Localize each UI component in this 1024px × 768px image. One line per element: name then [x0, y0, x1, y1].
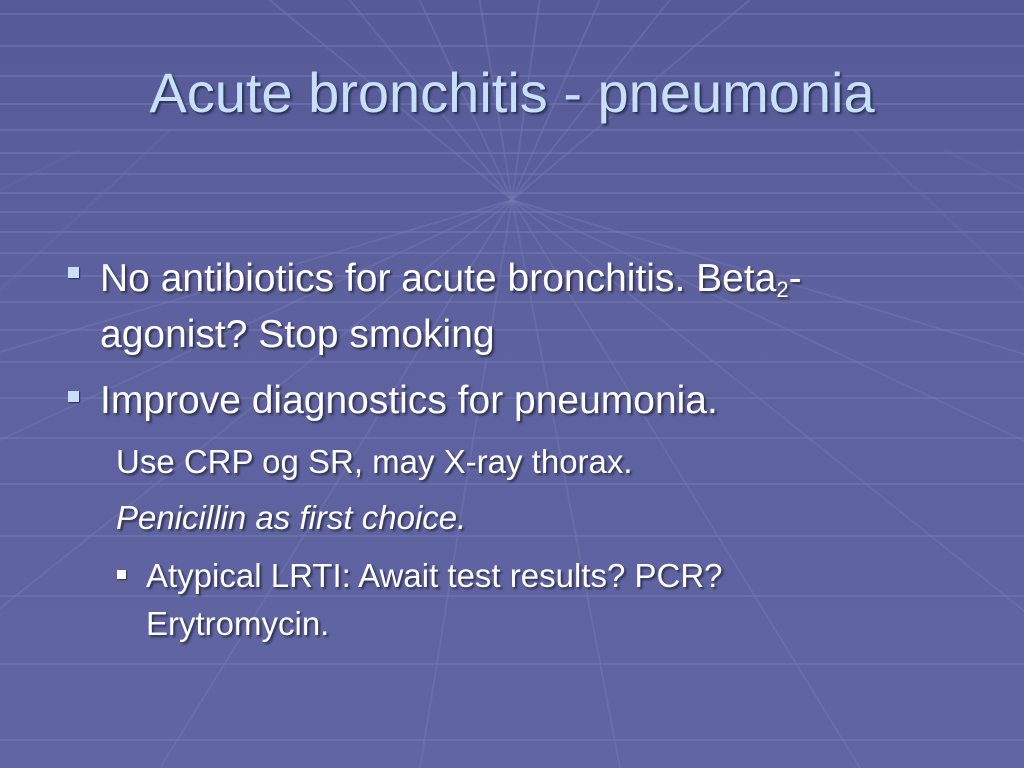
small-square-bullet-icon: [117, 570, 126, 579]
sub-bullet-line-2: Erytromycin.: [146, 605, 330, 642]
bullet-1-subscript: 2: [776, 277, 789, 302]
bullet-2-text: Improve diagnostics for pneumonia.: [100, 379, 718, 422]
bullet-2-subline-2: Penicillin as first choice.: [116, 499, 467, 536]
bullet-1-line-1: [100, 254, 802, 304]
bullet-1-line-2: agonist? Stop smoking: [100, 313, 495, 356]
slide-title: Acute bronchitis - pneumonia: [149, 61, 875, 124]
sub-bullet-line-1: Atypical LRTI: Await test results? PCR?: [146, 557, 723, 594]
bullet-2-subline-1: Use CRP og SR, may X-ray thorax.: [116, 443, 633, 480]
bullet-1-tail: -: [788, 257, 802, 300]
bullet-1-text: No antibiotics for acute bronchitis. Beta: [100, 257, 777, 300]
square-bullet-icon: [68, 267, 79, 278]
square-bullet-icon: [68, 391, 79, 402]
